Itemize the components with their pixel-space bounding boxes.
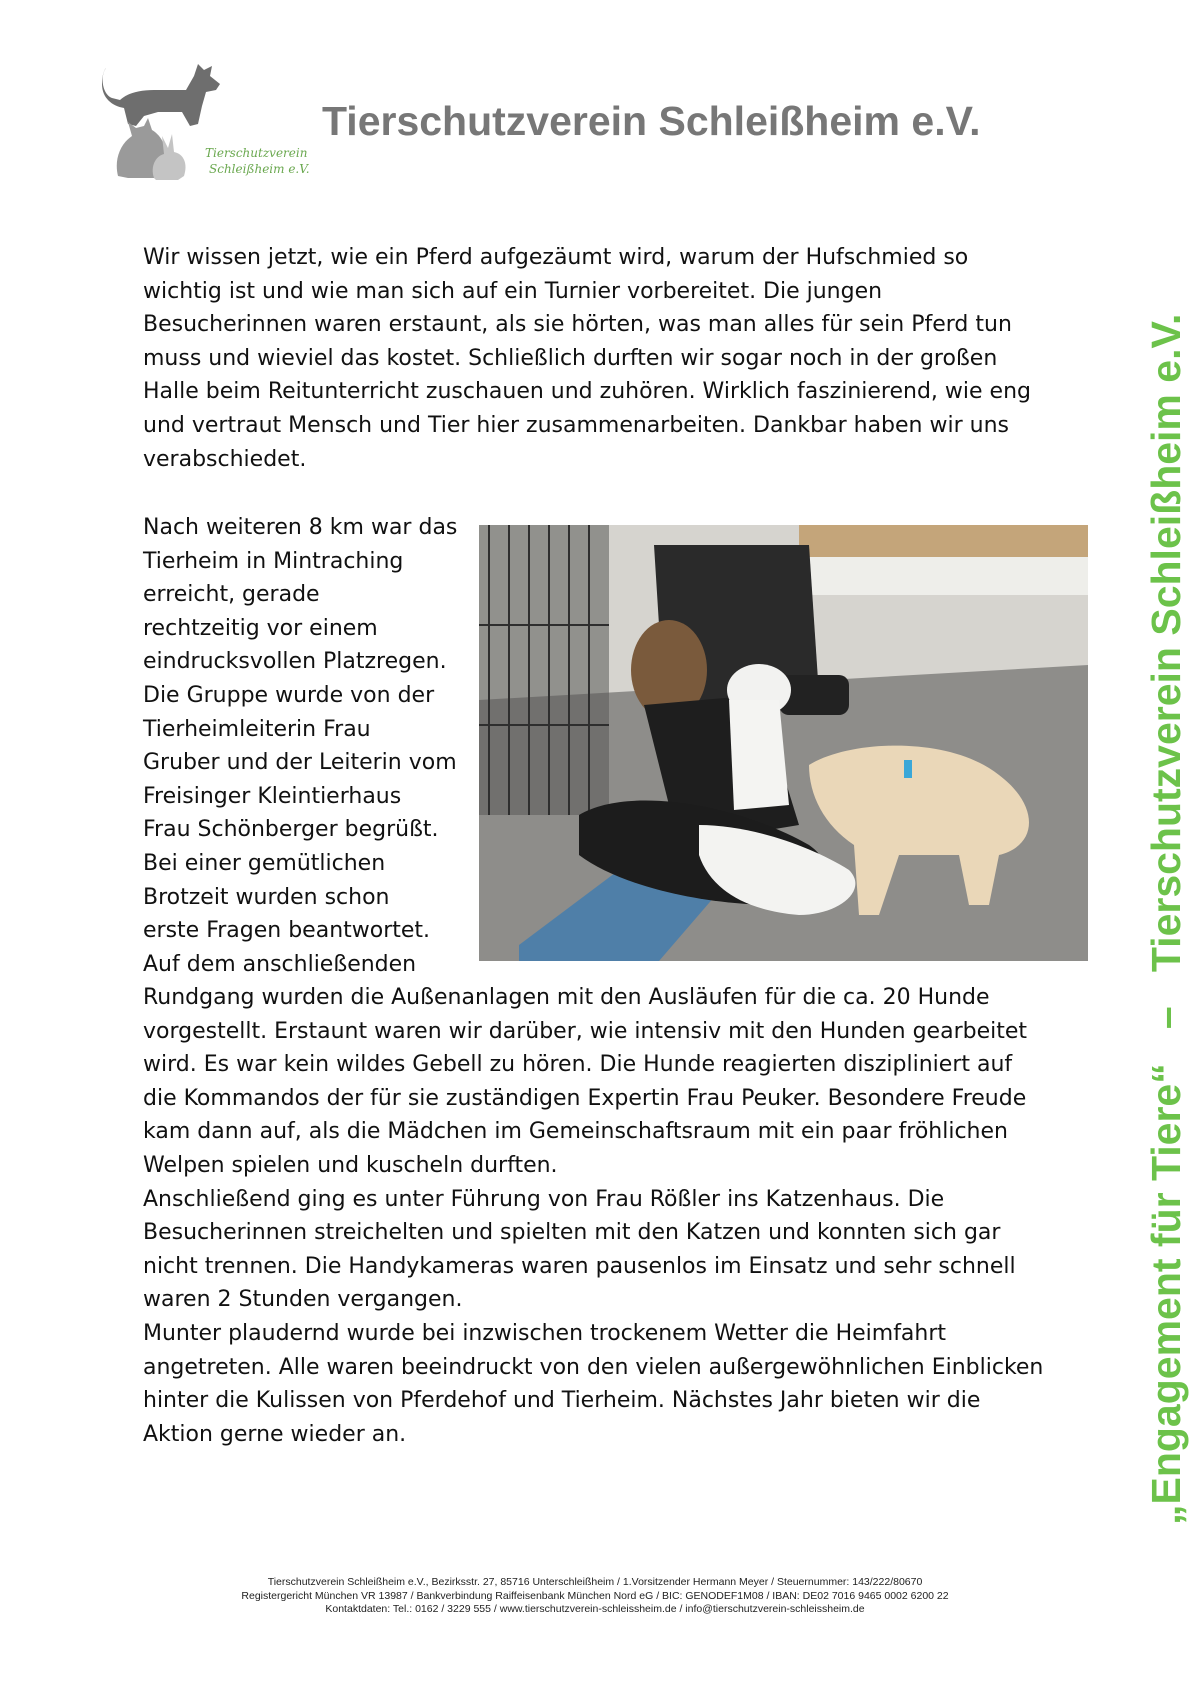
photo-illustration <box>479 525 1088 961</box>
text-line: Wir wissen jetzt, wie ein Pferd aufgezäumt wird, warum der Hufschmied so <box>143 245 969 270</box>
text-line: nicht trennen. Die Handykameras waren pausenlos im Einsatz und sehr schnell <box>143 1253 1016 1279</box>
paragraph-1 <box>143 241 1063 476</box>
text-line: muss und wieviel das kostet. Schließlich durften wir sogar noch in der großen <box>143 345 998 371</box>
footer-line: Registergericht München VR 13987 / Bankverbindung Raiffeisenbank München Nord eG / BIC: GENODEF1M08 / IBAN: DE02 7016 9465 0002 6200 22 <box>241 1589 949 1602</box>
text-line: Brotzeit wurden schon <box>143 884 390 910</box>
text-line: die Kommandos der für sie zuständigen Expertin Frau Peuker. Besondere Freude <box>143 1085 1027 1111</box>
text-line: Aktion gerne wieder an. <box>143 1421 407 1447</box>
text-line: Rundgang wurden die Außenanlagen mit den Ausläufen für die ca. 20 Hunde <box>143 985 990 1010</box>
text-line: Welpen spielen und kuscheln durften. <box>143 1152 558 1178</box>
text-line: Gruber und der Leiterin vom <box>143 750 457 776</box>
logo-text <box>205 145 310 177</box>
logo-text-line: Schleißheim e.V. <box>209 162 310 176</box>
photo-girl-with-dogs <box>479 525 1088 961</box>
page-title: Tierschutzverein Schleißheim e.V. <box>322 98 981 144</box>
text-line: wird. Es war kein wildes Gebell zu hören. Die Hunde reagierten diszipliniert auf <box>143 1052 1013 1078</box>
text-line: Anschließend ging es unter Führung von Frau Rößler ins Katzenhaus. Die <box>143 1186 945 1212</box>
text-line: waren 2 Stunden vergangen. <box>143 1287 463 1313</box>
text-line: Die Gruppe wurde von der <box>143 682 435 708</box>
text-line: angetreten. Alle waren beeindruckt von den vielen außergewöhnlichen Einblicken <box>143 1354 1044 1380</box>
text-line: Bei einer gemütlichen <box>143 850 386 876</box>
text-line: Besucherinnen streichelten und spielten mit den Katzen und konnten sich gar <box>143 1220 1001 1246</box>
text-line: Nach weiteren 8 km war das <box>143 515 458 540</box>
text-line: vorgestellt. Erstaunt waren wir darüber, wie intensiv mit den Hunden gearbeitet <box>143 1018 1028 1044</box>
text-line: Frau Schönberger begrüßt. <box>143 817 439 843</box>
text-line: Munter plaudernd wurde bei inzwischen trockenem Wetter die Heimfahrt <box>143 1320 947 1346</box>
footer-line: Tierschutzverein Schleißheim e.V., Bezirksstr. 27, 85716 Unterschleißheim / 1.Vorsitzender Hermann Meyer / Steuernummer: 143/222/80670 <box>267 1576 923 1588</box>
text-line: wichtig ist und wie man sich auf ein Turnier vorbereitet. Die jungen <box>143 278 883 304</box>
text-line: Halle beim Reitunterricht zuschauen und zuhören. Wirklich faszinierend, wie eng <box>143 379 1031 405</box>
text-line: erste Fragen beantwortet. <box>143 918 431 944</box>
text-line: kam dann auf, als die Mädchen im Gemeinschaftsraum mit ein paar fröhlichen <box>143 1119 1008 1145</box>
paragraph-2-rest <box>143 981 1063 1451</box>
text-line: verabschiedet. <box>143 446 307 472</box>
logo <box>98 56 310 186</box>
side-slogan: „Engagement für Tiere“ – Tierschutzverein Schleißheim e.V. <box>1143 313 1189 1525</box>
text-line: und vertraut Mensch und Tier hier zusammenarbeiten. Dankbar haben wir uns <box>143 412 1009 438</box>
text-line: hinter die Kulissen von Pferdehof und Tierheim. Nächstes Jahr bieten wir die <box>143 1388 981 1414</box>
logo-text-line: Tierschutzverein <box>205 146 308 160</box>
text-line: Tierheimleiterin Frau <box>143 716 371 742</box>
text-line: Freisinger Kleintierhaus <box>143 783 402 809</box>
footer <box>0 1576 1190 1617</box>
text-line: erreicht, gerade <box>143 582 320 608</box>
text-line: Besucherinnen waren erstaunt, als sie hörten, was man alles für sein Pferd tun <box>143 312 1012 338</box>
footer-line: Kontaktdaten: Tel.: 0162 / 3229 555 / www.tierschutzverein-schleissheim.de / info@tierschutzverein-schleissheim.de <box>325 1603 865 1615</box>
text-line: Auf dem anschließenden <box>143 951 417 977</box>
text-line: eindrucksvollen Platzregen. <box>143 649 447 675</box>
paragraph-2-side <box>143 511 463 981</box>
text-line: Tierheim in Mintraching <box>143 548 404 574</box>
text-line: rechtzeitig vor einem <box>143 615 378 641</box>
